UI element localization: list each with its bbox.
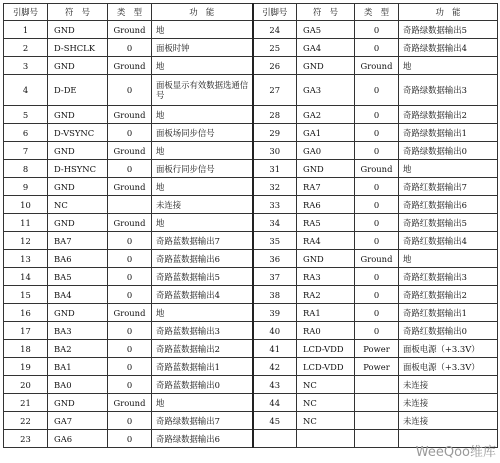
right-symbol-cell: LCD-VDD xyxy=(297,340,355,358)
left-pin-cell: 22 xyxy=(4,412,48,430)
table-row xyxy=(4,304,498,322)
left-symbol-cell: GND xyxy=(48,304,108,322)
left-function-cell: 地 xyxy=(152,57,253,75)
header-function-right: 功 能 xyxy=(399,4,498,21)
right-pin-cell: 26 xyxy=(253,57,297,75)
header-row xyxy=(4,4,498,21)
right-symbol-cell: RA0 xyxy=(297,322,355,340)
left-type-cell: 0 xyxy=(108,232,152,250)
right-symbol-cell: GA1 xyxy=(297,124,355,142)
right-pin-cell: 38 xyxy=(253,286,297,304)
right-function-cell: 未连接 xyxy=(399,394,498,412)
left-type-cell: 0 xyxy=(108,430,152,448)
left-type-cell: 0 xyxy=(108,322,152,340)
right-type-cell: 0 xyxy=(355,322,399,340)
table-row xyxy=(4,286,498,304)
left-function-cell: 奇路蓝数据输出2 xyxy=(152,340,253,358)
left-pin-cell: 1 xyxy=(4,21,48,39)
left-function-cell: 未连接 xyxy=(152,196,253,214)
right-function-cell: 奇路红数据输出5 xyxy=(399,214,498,232)
pin-table xyxy=(3,3,498,448)
table-row xyxy=(4,21,498,39)
left-function-cell: 奇路蓝数据输出6 xyxy=(152,250,253,268)
header-symbol-left: 符 号 xyxy=(48,4,108,21)
left-type-cell xyxy=(108,196,152,214)
right-function-cell: 奇路绿数据输出2 xyxy=(399,106,498,124)
left-function-cell: 奇路蓝数据输出4 xyxy=(152,286,253,304)
right-symbol-cell: NC xyxy=(297,376,355,394)
left-pin-cell: 13 xyxy=(4,250,48,268)
right-type-cell: 0 xyxy=(355,232,399,250)
left-pin-cell: 18 xyxy=(4,340,48,358)
right-pin-cell: 27 xyxy=(253,75,297,106)
left-type-cell: Ground xyxy=(108,142,152,160)
left-type-cell: 0 xyxy=(108,376,152,394)
right-type-cell: 0 xyxy=(355,124,399,142)
left-pin-cell: 10 xyxy=(4,196,48,214)
right-function-cell: 奇路红数据输出2 xyxy=(399,286,498,304)
left-pin-cell: 7 xyxy=(4,142,48,160)
left-type-cell: 0 xyxy=(108,268,152,286)
right-pin-cell: 29 xyxy=(253,124,297,142)
left-pin-cell: 19 xyxy=(4,358,48,376)
right-function-cell: 奇路绿数据输出4 xyxy=(399,39,498,57)
left-pin-cell: 5 xyxy=(4,106,48,124)
right-symbol-cell: GA5 xyxy=(297,21,355,39)
left-symbol-cell: BA1 xyxy=(48,358,108,376)
right-symbol-cell: RA1 xyxy=(297,304,355,322)
left-type-cell: Ground xyxy=(108,178,152,196)
left-type-cell: 0 xyxy=(108,39,152,57)
right-symbol-cell: GA4 xyxy=(297,39,355,57)
left-symbol-cell: GND xyxy=(48,142,108,160)
right-symbol-cell: GND xyxy=(297,57,355,75)
left-pin-cell: 3 xyxy=(4,57,48,75)
right-symbol-cell: RA6 xyxy=(297,196,355,214)
left-function-cell: 奇路蓝数据输出7 xyxy=(152,232,253,250)
left-symbol-cell: GND xyxy=(48,178,108,196)
watermark-brand: WeeQoo xyxy=(415,445,470,460)
right-symbol-cell: GA2 xyxy=(297,106,355,124)
right-type-cell: Power xyxy=(355,358,399,376)
left-type-cell: 0 xyxy=(108,358,152,376)
right-type-cell: 0 xyxy=(355,106,399,124)
table-row xyxy=(4,124,498,142)
right-function-cell: 奇路红数据输出6 xyxy=(399,196,498,214)
left-symbol-cell: BA6 xyxy=(48,250,108,268)
right-function-cell: 未连接 xyxy=(399,412,498,430)
right-type-cell: 0 xyxy=(355,178,399,196)
right-pin-cell xyxy=(253,430,297,448)
header-pin-right: 引脚号 xyxy=(253,4,297,21)
right-symbol-cell: RA5 xyxy=(297,214,355,232)
right-type-cell xyxy=(355,394,399,412)
left-type-cell: 0 xyxy=(108,412,152,430)
right-symbol-cell: GA0 xyxy=(297,142,355,160)
right-type-cell: 0 xyxy=(355,214,399,232)
right-symbol-cell: RA7 xyxy=(297,178,355,196)
right-pin-cell: 30 xyxy=(253,142,297,160)
left-function-cell: 地 xyxy=(152,178,253,196)
left-function-cell: 地 xyxy=(152,214,253,232)
right-pin-cell: 41 xyxy=(253,340,297,358)
watermark-suffix: 维库 xyxy=(469,445,496,460)
table-row xyxy=(4,250,498,268)
left-pin-cell: 15 xyxy=(4,286,48,304)
right-function-cell: 地 xyxy=(399,250,498,268)
left-function-cell: 地 xyxy=(152,142,253,160)
table-row xyxy=(4,57,498,75)
left-type-cell: Ground xyxy=(108,304,152,322)
right-type-cell: 0 xyxy=(355,142,399,160)
right-type-cell xyxy=(355,430,399,448)
right-symbol-cell: NC xyxy=(297,412,355,430)
left-symbol-cell: GA6 xyxy=(48,430,108,448)
table-row xyxy=(4,358,498,376)
left-pin-cell: 21 xyxy=(4,394,48,412)
right-pin-cell: 33 xyxy=(253,196,297,214)
right-symbol-cell: RA3 xyxy=(297,268,355,286)
left-function-cell: 奇路绿数据输出6 xyxy=(152,430,253,448)
left-pin-cell: 8 xyxy=(4,160,48,178)
left-function-cell: 面板场同步信号 xyxy=(152,124,253,142)
left-type-cell: 0 xyxy=(108,340,152,358)
right-function-cell: 奇路绿数据输出5 xyxy=(399,21,498,39)
left-type-cell: 0 xyxy=(108,286,152,304)
right-pin-cell: 35 xyxy=(253,232,297,250)
right-symbol-cell: LCD-VDD xyxy=(297,358,355,376)
left-symbol-cell: GND xyxy=(48,57,108,75)
right-type-cell: Power xyxy=(355,340,399,358)
right-function-cell: 地 xyxy=(399,160,498,178)
right-function-cell: 奇路红数据输出0 xyxy=(399,322,498,340)
right-type-cell: Ground xyxy=(355,57,399,75)
right-function-cell: 奇路红数据输出7 xyxy=(399,178,498,196)
left-function-cell: 奇路蓝数据输出5 xyxy=(152,268,253,286)
table-row xyxy=(4,106,498,124)
left-type-cell: Ground xyxy=(108,214,152,232)
left-function-cell: 面板显示有效数据选通信号 xyxy=(152,75,253,106)
pin-table-body xyxy=(4,21,498,448)
right-pin-cell: 36 xyxy=(253,250,297,268)
left-pin-cell: 20 xyxy=(4,376,48,394)
left-type-cell: Ground xyxy=(108,57,152,75)
right-function-cell: 面板电源（+3.3V） xyxy=(399,340,498,358)
right-function-cell: 奇路绿数据输出3 xyxy=(399,75,498,106)
left-type-cell: 0 xyxy=(108,124,152,142)
header-type-right: 类 型 xyxy=(355,4,399,21)
left-symbol-cell: BA7 xyxy=(48,232,108,250)
table-row xyxy=(4,394,498,412)
right-pin-cell: 44 xyxy=(253,394,297,412)
left-symbol-cell: BA3 xyxy=(48,322,108,340)
left-symbol-cell: GA7 xyxy=(48,412,108,430)
left-pin-cell: 4 xyxy=(4,75,48,106)
left-symbol-cell: D-VSYNC xyxy=(48,124,108,142)
right-function-cell: 面板电源（+3.3V） xyxy=(399,358,498,376)
right-symbol-cell: NC xyxy=(297,394,355,412)
left-type-cell: 0 xyxy=(108,160,152,178)
right-pin-cell: 28 xyxy=(253,106,297,124)
left-type-cell: 0 xyxy=(108,75,152,106)
right-function-cell: 奇路绿数据输出0 xyxy=(399,142,498,160)
left-symbol-cell: BA4 xyxy=(48,286,108,304)
right-function-cell: 奇路红数据输出3 xyxy=(399,268,498,286)
left-type-cell: Ground xyxy=(108,106,152,124)
right-symbol-cell: GND xyxy=(297,250,355,268)
right-type-cell: 0 xyxy=(355,286,399,304)
left-function-cell: 地 xyxy=(152,21,253,39)
right-symbol-cell: GA3 xyxy=(297,75,355,106)
table-row xyxy=(4,214,498,232)
table-row xyxy=(4,178,498,196)
table-row xyxy=(4,196,498,214)
right-type-cell: 0 xyxy=(355,268,399,286)
left-symbol-cell: GND xyxy=(48,394,108,412)
left-pin-cell: 11 xyxy=(4,214,48,232)
left-symbol-cell: NC xyxy=(48,196,108,214)
table-row xyxy=(4,340,498,358)
header-symbol-right: 符 号 xyxy=(297,4,355,21)
header-pin-left: 引脚号 xyxy=(4,4,48,21)
right-pin-cell: 39 xyxy=(253,304,297,322)
left-type-cell: Ground xyxy=(108,21,152,39)
left-pin-cell: 17 xyxy=(4,322,48,340)
table-row xyxy=(4,160,498,178)
right-pin-cell: 43 xyxy=(253,376,297,394)
right-pin-cell: 42 xyxy=(253,358,297,376)
left-function-cell: 奇路绿数据输出7 xyxy=(152,412,253,430)
left-function-cell: 地 xyxy=(152,394,253,412)
watermark-logo xyxy=(416,441,496,460)
right-type-cell xyxy=(355,412,399,430)
header-function-left: 功 能 xyxy=(152,4,253,21)
table-row xyxy=(4,75,498,106)
left-symbol-cell: BA2 xyxy=(48,340,108,358)
left-pin-cell: 6 xyxy=(4,124,48,142)
table-row xyxy=(4,322,498,340)
right-type-cell: 0 xyxy=(355,196,399,214)
right-pin-cell: 34 xyxy=(253,214,297,232)
left-pin-cell: 12 xyxy=(4,232,48,250)
left-symbol-cell: BA5 xyxy=(48,268,108,286)
right-pin-cell: 37 xyxy=(253,268,297,286)
left-symbol-cell: BA0 xyxy=(48,376,108,394)
right-pin-cell: 32 xyxy=(253,178,297,196)
right-pin-cell: 31 xyxy=(253,160,297,178)
right-function-cell: 地 xyxy=(399,57,498,75)
right-symbol-cell: RA4 xyxy=(297,232,355,250)
left-type-cell: Ground xyxy=(108,394,152,412)
right-function-cell: 奇路红数据输出4 xyxy=(399,232,498,250)
left-pin-cell: 14 xyxy=(4,268,48,286)
right-function-cell: 奇路红数据输出1 xyxy=(399,304,498,322)
right-function-cell: 奇路绿数据输出1 xyxy=(399,124,498,142)
left-symbol-cell: D-SHCLK xyxy=(48,39,108,57)
left-function-cell: 面板行同步信号 xyxy=(152,160,253,178)
table-row xyxy=(4,412,498,430)
right-type-cell: 0 xyxy=(355,39,399,57)
right-type-cell: 0 xyxy=(355,304,399,322)
left-pin-cell: 9 xyxy=(4,178,48,196)
left-symbol-cell: D-HSYNC xyxy=(48,160,108,178)
left-function-cell: 奇路蓝数据输出0 xyxy=(152,376,253,394)
table-row xyxy=(4,232,498,250)
right-pin-cell: 45 xyxy=(253,412,297,430)
left-function-cell: 地 xyxy=(152,106,253,124)
left-symbol-cell: GND xyxy=(48,214,108,232)
left-symbol-cell: GND xyxy=(48,106,108,124)
left-function-cell: 面板时钟 xyxy=(152,39,253,57)
pin-table-container xyxy=(3,3,497,460)
right-type-cell: Ground xyxy=(355,250,399,268)
header-type-left: 类 型 xyxy=(108,4,152,21)
left-pin-cell: 23 xyxy=(4,430,48,448)
right-type-cell: 0 xyxy=(355,21,399,39)
left-function-cell: 奇路蓝数据输出3 xyxy=(152,322,253,340)
right-type-cell: 0 xyxy=(355,75,399,106)
right-pin-cell: 40 xyxy=(253,322,297,340)
left-pin-cell: 16 xyxy=(4,304,48,322)
right-type-cell xyxy=(355,376,399,394)
right-pin-cell: 24 xyxy=(253,21,297,39)
table-row xyxy=(4,39,498,57)
right-pin-cell: 25 xyxy=(253,39,297,57)
right-symbol-cell: GND xyxy=(297,160,355,178)
left-function-cell: 奇路蓝数据输出1 xyxy=(152,358,253,376)
left-symbol-cell: GND xyxy=(48,21,108,39)
table-row xyxy=(4,376,498,394)
right-symbol-cell xyxy=(297,430,355,448)
table-row xyxy=(4,142,498,160)
right-function-cell: 未连接 xyxy=(399,376,498,394)
right-type-cell: Ground xyxy=(355,160,399,178)
left-pin-cell: 2 xyxy=(4,39,48,57)
right-symbol-cell: RA2 xyxy=(297,286,355,304)
table-row xyxy=(4,268,498,286)
left-symbol-cell: D-DE xyxy=(48,75,108,106)
left-type-cell: 0 xyxy=(108,250,152,268)
left-function-cell: 地 xyxy=(152,304,253,322)
